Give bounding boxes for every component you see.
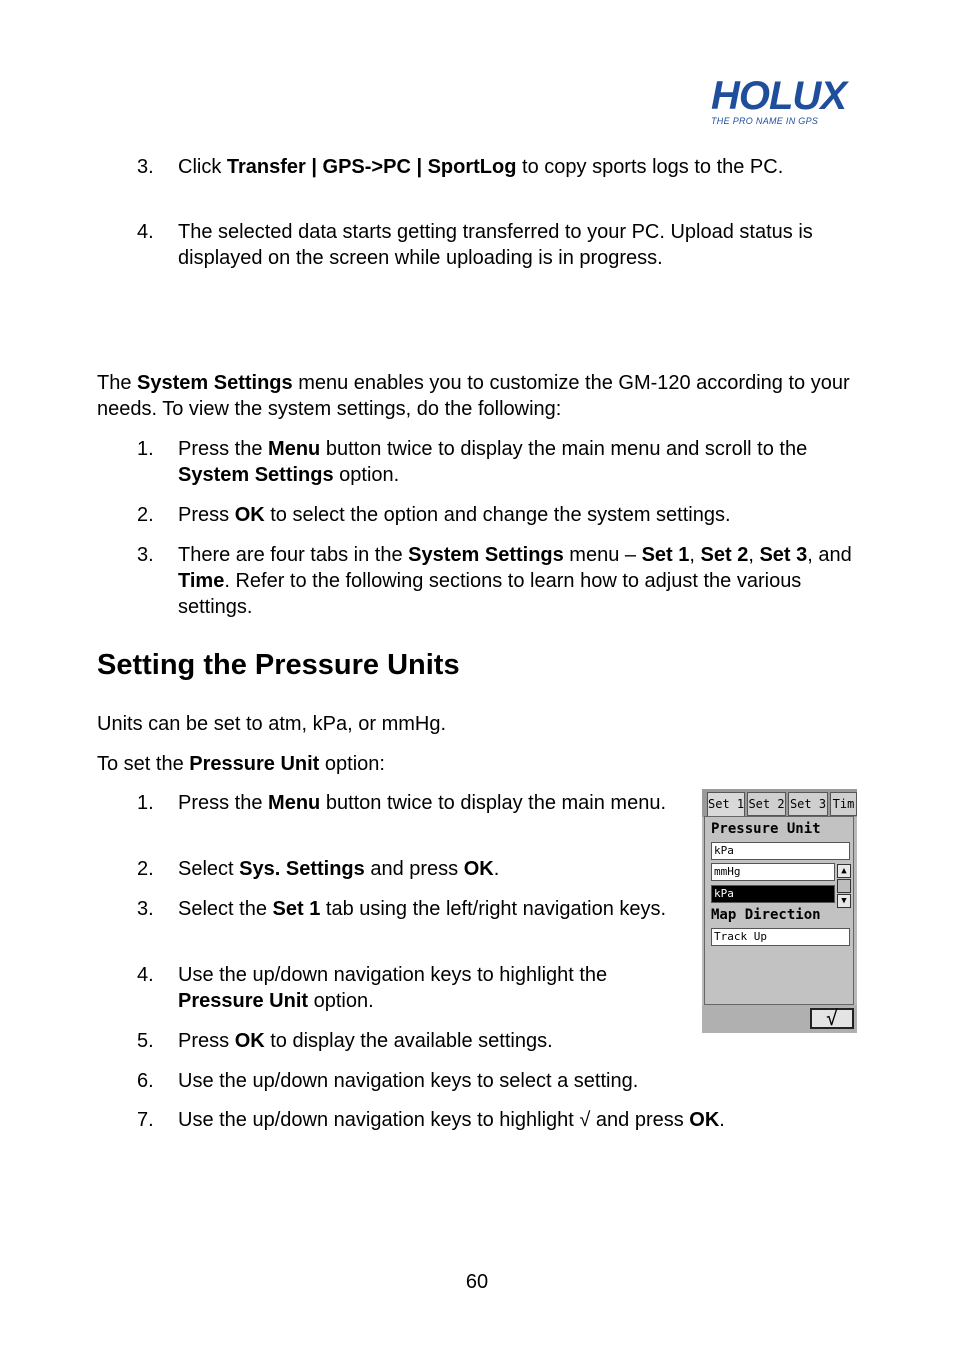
item-text: Press OK to select the option and change the system settings. (178, 504, 731, 526)
item-text: There are four tabs in the System Settings menu – Set 1, Set 2, Set 3, and Time. Refer to the following sections to learn how to adjust the various settings. (178, 544, 852, 618)
item-number: 2. (137, 858, 154, 880)
bold-term: Time (178, 570, 225, 592)
scrollbar-track[interactable] (837, 879, 851, 893)
units-paragraph: Units can be set to atm, kPa, or mmHg. (97, 713, 447, 735)
device-screenshot (702, 789, 857, 1033)
tab-set-2[interactable]: Set 2 (747, 792, 786, 816)
tab-set-1[interactable]: Set 1 (707, 792, 745, 818)
bold-term: Set 1 (641, 544, 690, 566)
item-text: Use the up/down navigation keys to highlight √ and press OK. (178, 1109, 725, 1131)
item-text: Press the Menu button twice to display the main menu. (178, 792, 667, 814)
map-direction-label: Map Direction (711, 907, 821, 923)
bold-term: Set 3 (759, 544, 808, 566)
bold-term: OK (234, 1030, 265, 1052)
bold-term: Pressure Unit (178, 990, 309, 1012)
tab-time[interactable]: Tim (830, 792, 857, 816)
item-number: 1. (137, 792, 154, 814)
logo-wordmark: HOLUX (711, 74, 846, 118)
bold-term: Set 1 (272, 898, 321, 920)
item-number: 5. (137, 1030, 154, 1052)
settings-tab-bar (702, 789, 857, 817)
option-kpa-selected[interactable]: kPa (711, 885, 835, 903)
bold-term: Menu (268, 438, 321, 460)
item-text: The selected data starts getting transferred to your PC. Upload status is displayed on the screen while uploading is in progress. (178, 221, 813, 269)
to-set-paragraph: To set the Pressure Unit option: (97, 753, 385, 775)
system-settings-intro: The System Settings menu enables you to customize the GM-120 according to your needs. To view the system settings, do the following: (97, 372, 850, 420)
bold-term: System Settings (408, 544, 564, 566)
settings-panel (704, 816, 854, 1005)
pressure-unit-label: Pressure Unit (711, 821, 821, 837)
item-number: 2. (137, 504, 154, 526)
item-number: 1. (137, 438, 154, 460)
bold-term: System Settings (137, 372, 293, 394)
bold-term: OK (689, 1109, 720, 1131)
item-number: 3. (137, 898, 154, 920)
item-text: Select the Set 1 tab using the left/right navigation keys. (178, 898, 667, 920)
option-mmhg[interactable]: mmHg (711, 863, 835, 881)
bold-term: OK (463, 858, 494, 880)
item-text: Click Transfer | GPS->PC | SportLog to copy sports logs to the PC. (178, 156, 784, 178)
item-number: 7. (137, 1109, 154, 1131)
pressure-unit-value[interactable]: kPa (711, 842, 850, 860)
bold-term: Transfer | GPS->PC | SportLog (226, 156, 517, 178)
item-number: 3. (137, 156, 154, 178)
item-text: Select Sys. Settings and press OK. (178, 858, 500, 880)
item-text: Press OK to display the available settings. (178, 1030, 553, 1052)
holux-logo (705, 72, 855, 138)
tab-set-3[interactable]: Set 3 (788, 792, 828, 816)
item-number: 3. (137, 544, 154, 566)
bold-term: Sys. Settings (239, 858, 365, 880)
bold-term: OK (234, 504, 265, 526)
item-number: 4. (137, 964, 154, 986)
item-number: 4. (137, 221, 154, 243)
item-text: Use the up/down navigation keys to select a setting. (178, 1070, 639, 1092)
bold-term: Menu (268, 792, 321, 814)
scroll-down-icon[interactable]: ▼ (837, 894, 851, 908)
device-bottom-bar (702, 1005, 857, 1033)
bold-term: Set 2 (700, 544, 749, 566)
bold-term: Pressure Unit (189, 753, 320, 775)
item-number: 6. (137, 1070, 154, 1092)
logo-tagline: THE PRO NAME IN GPS (711, 116, 819, 126)
scroll-up-icon[interactable]: ▲ (837, 864, 851, 878)
section-heading: Setting the Pressure Units (97, 649, 460, 681)
map-direction-value[interactable]: Track Up (711, 928, 850, 946)
item-text: Use the up/down navigation keys to highlight the Pressure Unit option. (178, 964, 608, 1012)
bold-term: System Settings (178, 464, 334, 486)
ok-check-button[interactable]: √ (810, 1008, 854, 1029)
page-number: 60 (465, 1271, 489, 1293)
item-text: Press the Menu button twice to display the main menu and scroll to the System Settings option. (178, 438, 808, 486)
